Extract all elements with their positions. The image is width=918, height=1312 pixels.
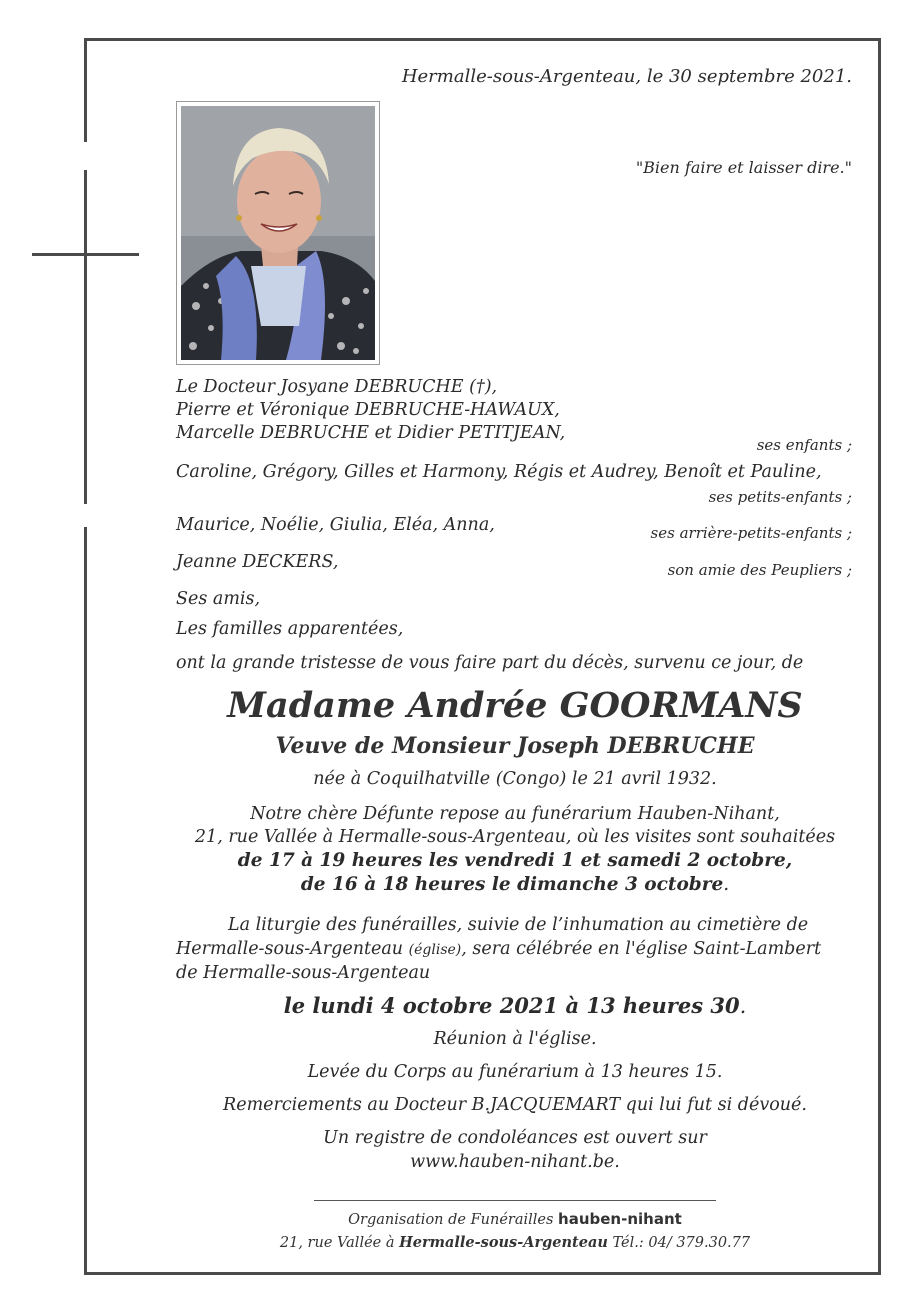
widow-of: Veuve de Monsieur Joseph DEBRUCHE [275, 733, 755, 759]
register-line-2: www.hauben-nihant.be. [410, 1152, 620, 1172]
children-relation: ses enfants ; [756, 436, 852, 454]
visits-line-1: Notre chère Défunte repose au funérarium Hauben-Nihant, [250, 804, 780, 824]
frame-right-border [878, 38, 881, 1275]
friends: Ses amis, [176, 589, 261, 609]
grandchildren-relation: ses petits-enfants ; [708, 488, 852, 506]
liturgy-line-1: La liturgie des funérailles, suivie de l’inhumation au cimetière de [228, 915, 809, 935]
liturgy-line-2 [176, 938, 821, 962]
thanks: Remerciements au Docteur B.JACQUEMART qui lui fut si dévoué. [223, 1095, 807, 1115]
footer-address [140, 1234, 890, 1251]
children-line-2: Pierre et Véronique DEBRUCHE-HAWAUX, [176, 400, 560, 420]
footer-org [140, 1210, 890, 1228]
visits-line-4-wrap [140, 873, 890, 897]
cross-vertical-middle [84, 170, 87, 504]
frame-top-border [84, 38, 881, 41]
visits-line-2: 21, rue Vallée à Hermalle-sous-Argenteau, où les visites sont souhaitées [194, 827, 836, 847]
liturgy-line-2c: , sera célébrée en l'église Saint-Lambert [461, 939, 822, 959]
birth-info: née à Coquilhatville (Congo) le 21 avril 1932. [313, 769, 717, 789]
departure: Levée du Corps au funérarium à 13 heures 15. [307, 1062, 723, 1082]
register-line-1: Un registre de condoléances est ouvert sur [323, 1128, 707, 1148]
liturgy-line-2b: (église) [408, 942, 462, 958]
funeral-date [140, 993, 890, 1018]
relatives: Les familles apparentées, [176, 619, 404, 639]
visits-block [140, 803, 890, 897]
cross-vertical-top [84, 38, 87, 142]
liturgy-line-3: de Hermalle-sous-Argenteau [176, 963, 431, 983]
great-grandchildren: Maurice, Noélie, Giulia, Eléa, Anna, [176, 515, 495, 535]
footer-org-text: Organisation de Funérailles [348, 1212, 559, 1228]
announcement: ont la grande tristesse de vous faire part du décès, survenu ce jour, de [176, 653, 804, 673]
portrait-image [181, 106, 375, 360]
footer-rule [314, 1200, 716, 1201]
visits-line-4-end: . [723, 874, 730, 895]
friend-relation: son amie des Peupliers ; [667, 561, 852, 579]
frame-bottom-border [84, 1272, 881, 1275]
liturgy-line-2a: Hermalle-sous-Argenteau [176, 939, 409, 959]
friend-name: Jeanne DECKERS, [176, 552, 339, 572]
children-line-3: Marcelle DEBRUCHE et Didier PETITJEAN, [176, 423, 566, 443]
footer-address-c: Tél.: 04/ 379.30.77 [607, 1235, 751, 1251]
portrait-photo [176, 101, 380, 365]
great-grandchildren-relation: ses arrière-petits-enfants ; [650, 524, 852, 542]
footer-address-a: 21, rue Vallée à [279, 1235, 400, 1251]
grandchildren: Caroline, Grégory, Gilles et Harmony, Régis et Audrey, Benoît et Pauline, [176, 462, 822, 482]
funeral-date-end: . [739, 994, 747, 1018]
meeting: Réunion à l'église. [433, 1029, 597, 1049]
children-line-1: Le Docteur Josyane DEBRUCHE (†), [176, 377, 498, 397]
deceased-name: Madame Andrée GOORMANS [227, 685, 803, 726]
motto: "Bien faire et laisser dire." [635, 158, 852, 177]
footer-brand: hauben-nihant [558, 1210, 682, 1228]
footer-address-b: Hermalle-sous-Argenteau [399, 1234, 608, 1251]
cross-vertical-bottom [84, 527, 87, 1275]
funeral-date-text: le lundi 4 octobre 2021 à 13 heures 30 [283, 993, 740, 1018]
place-date: Hermalle-sous-Argenteau, le 30 septembre 2021. [401, 66, 852, 87]
cross-horizontal-bar [32, 253, 139, 256]
visits-line-3: de 17 à 19 heures les vendredi 1 et samedi 2 octobre, [237, 850, 793, 871]
visits-line-4: de 16 à 18 heures le dimanche 3 octobre [300, 874, 724, 895]
